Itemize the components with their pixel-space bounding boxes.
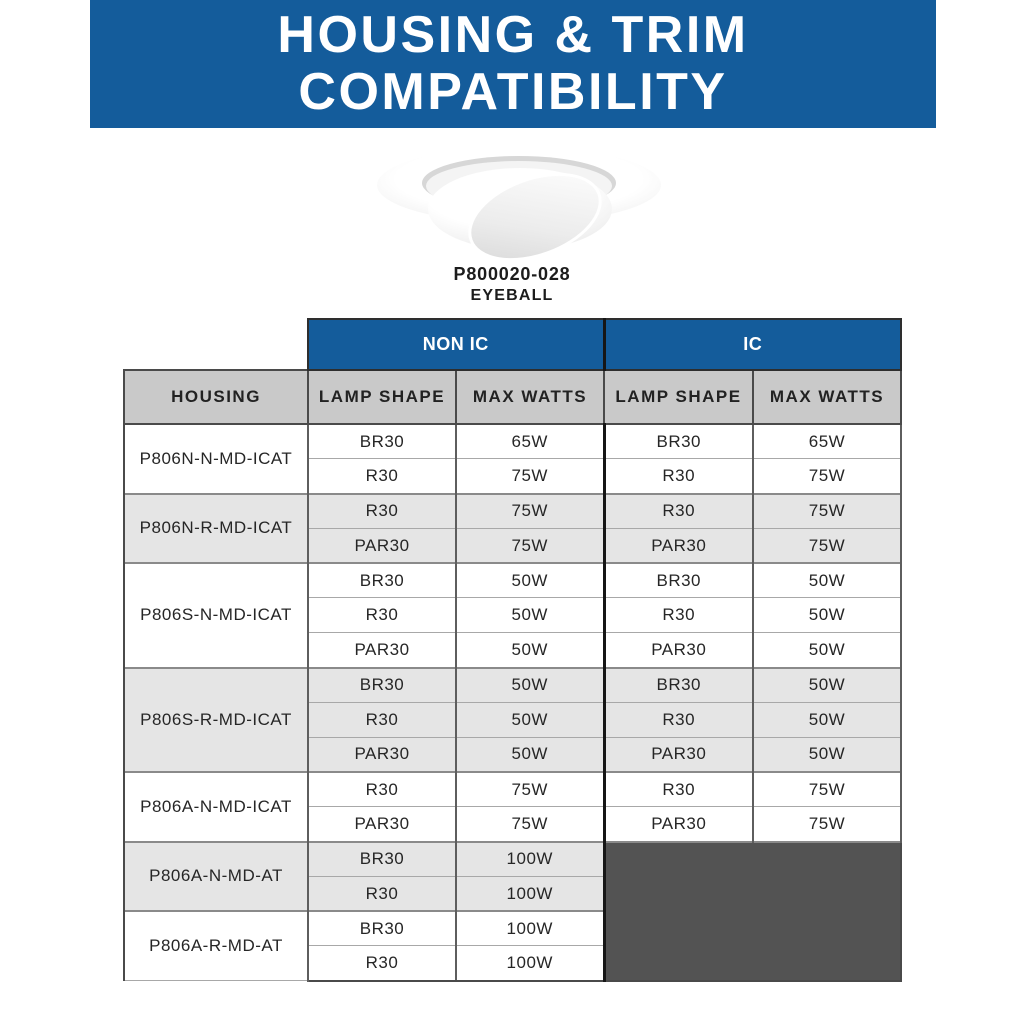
non-ic-max-watts-cell: 50W	[456, 737, 604, 772]
compatibility-table	[123, 318, 902, 982]
non-ic-max-watts-cell: 50W	[456, 633, 604, 668]
non-ic-lamp-shape-cell: BR30	[308, 668, 456, 703]
non-ic-max-watts-cell: 65W	[456, 424, 604, 459]
non-ic-max-watts-cell: 50W	[456, 702, 604, 737]
non-ic-lamp-shape-cell: R30	[308, 876, 456, 911]
ic-max-watts-cell: 50W	[753, 737, 901, 772]
table-row	[124, 494, 901, 529]
ic-lamp-shape-cell: PAR30	[604, 737, 753, 772]
non-ic-max-watts-cell: 100W	[456, 946, 604, 981]
ic-max-watts-cell: 75W	[753, 528, 901, 563]
ic-lamp-shape-cell: R30	[604, 772, 753, 807]
product-model: P800020-028	[453, 264, 571, 284]
non-ic-lamp-shape-cell: R30	[308, 459, 456, 494]
non-ic-lamp-shape-cell: R30	[308, 946, 456, 981]
ic-max-watts-cell: 50W	[753, 598, 901, 633]
ic-lamp-shape-cell: R30	[604, 598, 753, 633]
non-ic-lamp-shape-cell: BR30	[308, 563, 456, 598]
page-title-line1: HOUSING & TRIM	[277, 6, 749, 64]
non-ic-lamp-shape-cell: PAR30	[308, 528, 456, 563]
non-ic-lamp-shape-cell: R30	[308, 772, 456, 807]
column-header-max-watts: MAX WATTS	[456, 370, 604, 424]
non-ic-lamp-shape-cell: BR30	[308, 424, 456, 459]
section-header-non-ic: NON IC	[308, 319, 604, 370]
non-ic-max-watts-cell: 75W	[456, 807, 604, 842]
non-ic-max-watts-cell: 50W	[456, 598, 604, 633]
ic-max-watts-cell: 50W	[753, 563, 901, 598]
non-ic-max-watts-cell: 50W	[456, 668, 604, 703]
column-header-housing: HOUSING	[124, 370, 308, 424]
non-ic-lamp-shape-cell: PAR30	[308, 807, 456, 842]
ic-lamp-shape-cell: R30	[604, 702, 753, 737]
table-row	[124, 424, 901, 459]
ic-max-watts-cell: 50W	[753, 668, 901, 703]
table-row	[124, 668, 901, 703]
ic-not-applicable-block	[604, 842, 901, 981]
table-row	[124, 842, 901, 877]
non-ic-max-watts-cell: 75W	[456, 528, 604, 563]
non-ic-lamp-shape-cell: BR30	[308, 842, 456, 877]
section-header-row	[124, 319, 901, 370]
ic-lamp-shape-cell: R30	[604, 459, 753, 494]
housing-cell: P806N-R-MD-ICAT	[124, 494, 308, 564]
eyeball-trim-image	[369, 138, 669, 268]
ic-max-watts-cell: 50W	[753, 633, 901, 668]
title-banner	[90, 0, 936, 128]
non-ic-lamp-shape-cell: R30	[308, 702, 456, 737]
product-name: EYEBALL	[470, 287, 554, 304]
non-ic-max-watts-cell: 75W	[456, 459, 604, 494]
ic-lamp-shape-cell: PAR30	[604, 528, 753, 563]
ic-max-watts-cell: 75W	[753, 807, 901, 842]
non-ic-max-watts-cell: 75W	[456, 772, 604, 807]
housing-cell: P806A-N-MD-ICAT	[124, 772, 308, 842]
housing-cell: P806S-N-MD-ICAT	[124, 563, 308, 667]
page-title-line2: COMPATIBILITY	[298, 63, 728, 121]
column-header-lamp-shape: LAMP SHAPE	[604, 370, 753, 424]
non-ic-lamp-shape-cell: PAR30	[308, 737, 456, 772]
non-ic-lamp-shape-cell: PAR30	[308, 633, 456, 668]
table-row	[124, 772, 901, 807]
ic-lamp-shape-cell: PAR30	[604, 633, 753, 668]
non-ic-max-watts-cell: 100W	[456, 842, 604, 877]
ic-max-watts-cell: 75W	[753, 459, 901, 494]
housing-cell: P806A-N-MD-AT	[124, 842, 308, 912]
ic-max-watts-cell: 50W	[753, 702, 901, 737]
ic-lamp-shape-cell: BR30	[604, 563, 753, 598]
non-ic-lamp-shape-cell: BR30	[308, 911, 456, 946]
column-header-lamp-shape: LAMP SHAPE	[308, 370, 456, 424]
ic-lamp-shape-cell: R30	[604, 494, 753, 529]
non-ic-lamp-shape-cell: R30	[308, 494, 456, 529]
non-ic-max-watts-cell: 75W	[456, 494, 604, 529]
ic-lamp-shape-cell: BR30	[604, 424, 753, 459]
ic-max-watts-cell: 75W	[753, 494, 901, 529]
housing-cell: P806N-N-MD-ICAT	[124, 424, 308, 494]
ic-lamp-shape-cell: BR30	[604, 668, 753, 703]
section-header-ic: IC	[604, 319, 901, 370]
non-ic-max-watts-cell: 100W	[456, 876, 604, 911]
non-ic-max-watts-cell: 50W	[456, 563, 604, 598]
corner-blank	[124, 319, 308, 370]
column-header-max-watts: MAX WATTS	[753, 370, 901, 424]
housing-cell: P806S-R-MD-ICAT	[124, 668, 308, 772]
ic-max-watts-cell: 65W	[753, 424, 901, 459]
non-ic-lamp-shape-cell: R30	[308, 598, 456, 633]
non-ic-max-watts-cell: 100W	[456, 911, 604, 946]
table-row	[124, 563, 901, 598]
ic-max-watts-cell: 75W	[753, 772, 901, 807]
column-header-row	[124, 370, 901, 424]
ic-lamp-shape-cell: PAR30	[604, 807, 753, 842]
housing-cell: P806A-R-MD-AT	[124, 911, 308, 981]
